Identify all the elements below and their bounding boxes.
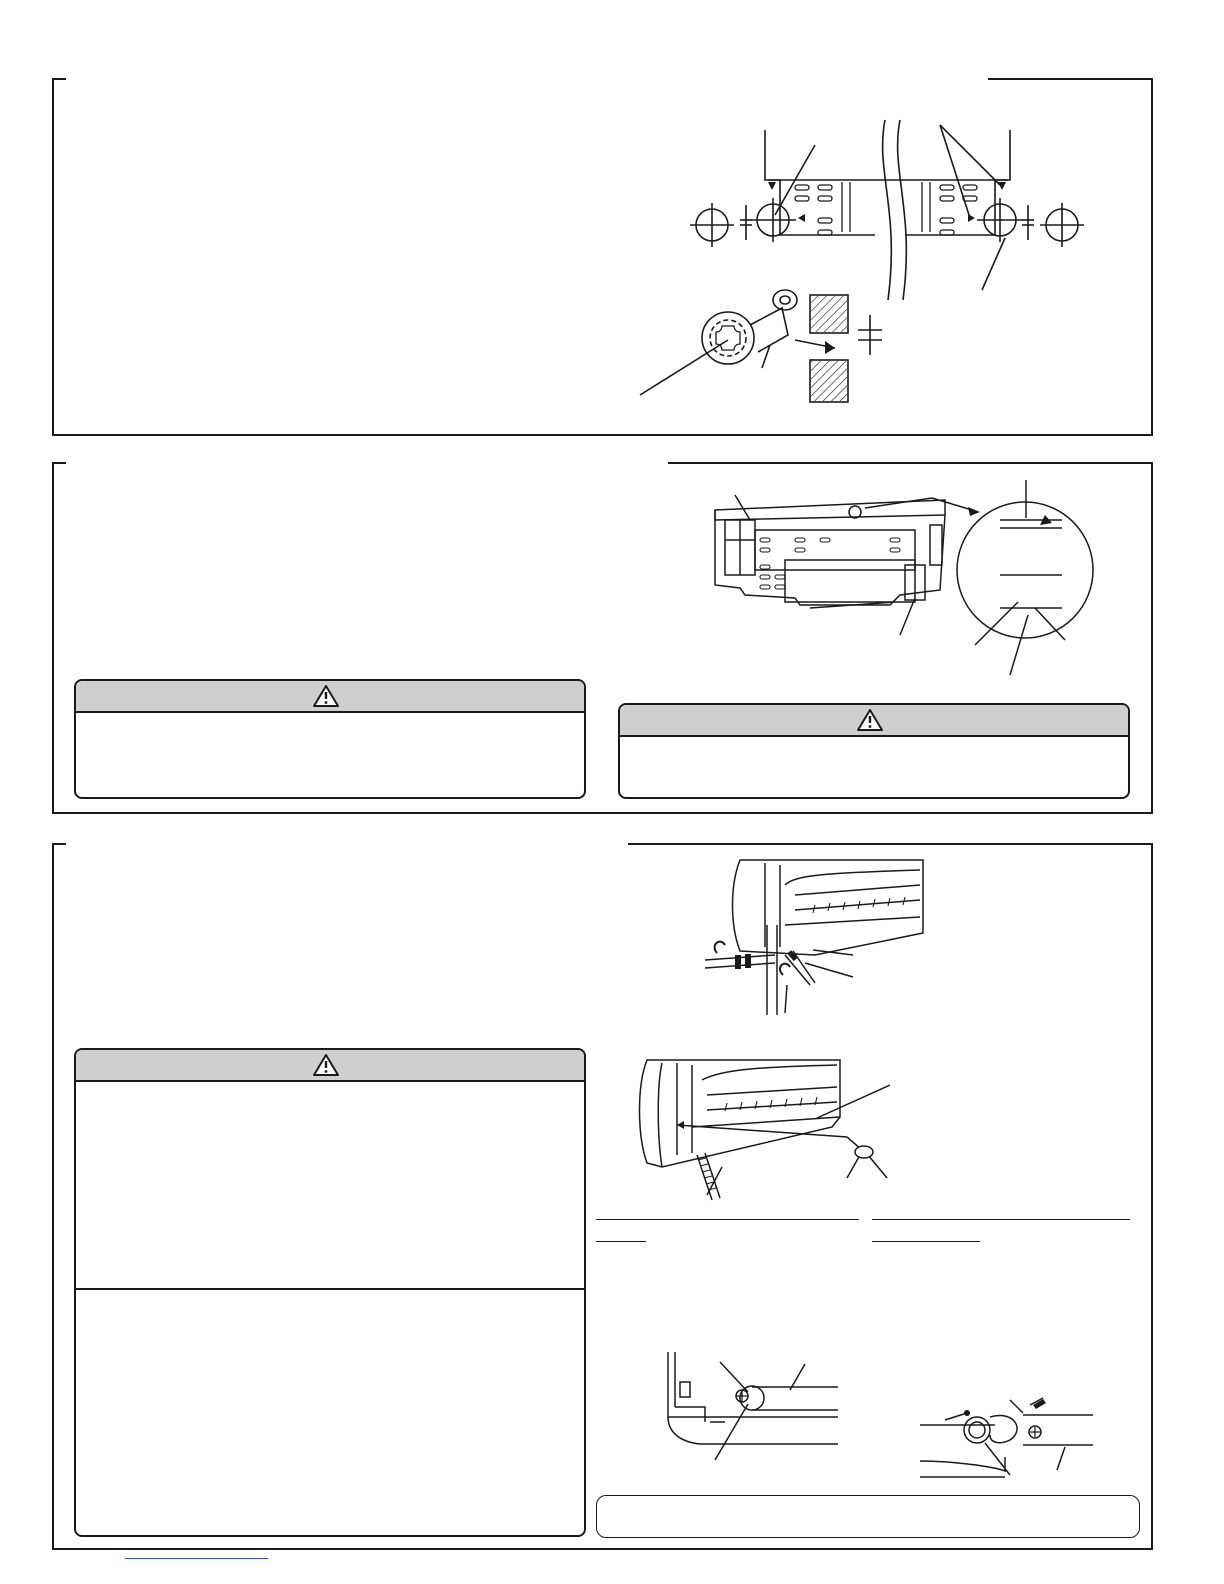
indoor-unit-piping-diagram-top xyxy=(695,855,935,1015)
warning-box-1 xyxy=(74,679,586,799)
heading-underline-left xyxy=(596,1241,646,1242)
footer-link[interactable] xyxy=(125,1558,268,1559)
warning-section-divider xyxy=(76,1288,584,1290)
warning-box-2 xyxy=(618,703,1130,799)
warning-triangle-icon xyxy=(856,708,884,732)
heading-underline-right xyxy=(872,1241,980,1242)
indoor-unit-piping-diagram-bottom xyxy=(632,1055,902,1205)
warning-header xyxy=(76,681,584,713)
anchor-hole-diagram xyxy=(630,110,1100,410)
mounting-plate-diagram xyxy=(700,480,1110,680)
warning-triangle-icon xyxy=(312,1053,340,1077)
warning-header xyxy=(620,705,1128,737)
pipe-clamp-detail-right xyxy=(915,1395,1105,1485)
note-box xyxy=(596,1495,1140,1538)
divider-left xyxy=(596,1219,859,1220)
warning-triangle-icon xyxy=(312,684,340,708)
divider-right xyxy=(872,1219,1130,1220)
warning-box-3 xyxy=(74,1048,586,1537)
pipe-clamp-detail-left xyxy=(660,1352,845,1462)
warning-header xyxy=(76,1050,584,1082)
